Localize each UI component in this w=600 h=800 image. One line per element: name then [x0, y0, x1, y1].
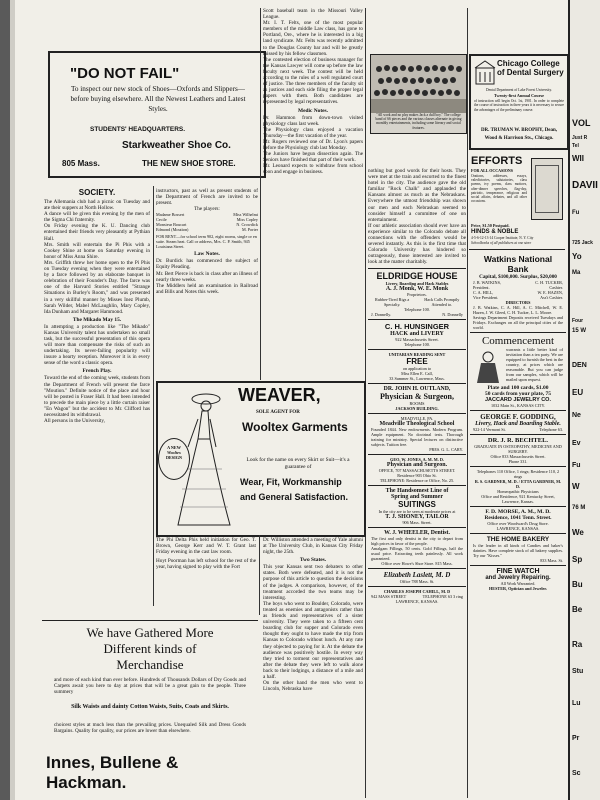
mikado-p1: In attempting a production like "The Mikado" Kansas University talent has undertaken no small task, but the successful presentation of this opera will more than compensate the risks of such an undertaking. Its never-failing popularity will insure a hearty reception. Moreover it is in every sense of the word a classic opera.	[44, 323, 150, 367]
laslett-ad: Elizabeth Laslett, M. D Office 788 Mass. St.	[368, 569, 466, 587]
medic-p5: Mr. Leonard expects to withdraw from school soon and engage in business.	[263, 163, 363, 176]
innes-line3: Merchandise	[116, 657, 184, 672]
column-2-bottom	[156, 537, 256, 617]
efforts-sub: FOR ALL OCCASIONS	[471, 168, 514, 173]
twostates-heading: Two States.	[299, 557, 327, 564]
col2-p1: instructors, past as well as present students of the Department of French are invited to be present.	[156, 188, 258, 207]
innes-line2: Different kinds of	[103, 641, 197, 656]
efforts-book	[531, 158, 563, 220]
society-p5: Mrs. Griffith threw her home open to the Pi Phis on Tuesday evening when they were entertained by a farce followed by an elaborate banquet in celebration of their Founder's Day. The farce was one of the Harvard Stories entitled "Strange Situations in Burley's Room," and was presented in a very skillful manner by Misses Inez Plumb, Sarah Wilder, Mabel McLaughlin, Mary Copley, Ida Dunham and Margaret Hammond.	[44, 259, 150, 315]
cahill-ad: CHARLES JOSEPH CAHILL, M. D 942 MASS STREET TELEPHONE 63 3 ring LAWRENCE, KANSAS.	[371, 588, 463, 604]
godding-ad: GEORGE F. GODDING, Livery, Hack and Boarding Stable. 922-14 Vermont St. Telephone 63.	[470, 411, 566, 435]
ad-tag: STUDENTS' HEADQUARTERS.	[90, 126, 186, 133]
innes-line1: We have Gathered More	[86, 625, 214, 640]
society-p4: Mrs. Smith will entertain the Pi Phis with a Cookey Shine at home on Saturday evening in honor of Miss Anna Shire.	[44, 241, 150, 260]
col3-p2: Mr. I. T. Felts, one of the most popular members of the middle Law class, has gone to Portland, Ore., where he is interested in a big land syndicate. Mr. Felts was recently admitted to the Douglas County bar and will be greatly missed by his fellow classmen.	[263, 20, 363, 57]
french-heading: French Play.	[82, 368, 112, 375]
column-4	[368, 168, 466, 798]
medic-p3: Mr. Rogers reviewed one of Dr. Lyon's papers before the Physiology club last Monday.	[263, 138, 363, 151]
col3-p1: Scott baseball team in the Missouri Valley League.	[263, 8, 363, 21]
bakery-ad: THE HOME BAKERY Is the leader in all kinds of Candies and baker's dainties. Have complete stock of all bakery supplies. Try our "Kisses." 833 Mass. St.	[470, 534, 566, 566]
medic-heading: Medic Notes.	[298, 107, 328, 114]
ad-headline: "DO NOT FAIL"	[70, 65, 180, 82]
ad-firm: Starkweather Shoe Co.	[122, 140, 231, 151]
weaver-line1: Look for the name on every Skirt or Suit—it's a guarantee of	[246, 457, 350, 470]
medic-p4: The Juniors have begun dissection again. The Seniors have finished that part of their work.	[263, 151, 363, 164]
twostates-p1: This year Kansas sent two debaters to other states. Both were defeated, and it is not the purpose of this article to question the decisions of the judges. A comparison, however, of the treatment accorded the two teams may be interesting.	[263, 564, 363, 601]
chicago-sub: Dental Department of Lake Forest University.	[485, 88, 553, 92]
chicago-title: Chicago College of Dental Surgery	[497, 59, 564, 77]
col2-p2: The players:	[194, 206, 220, 213]
column-1	[44, 188, 150, 598]
innes-body2: choicest styles at much less than the prevailing prices. Unequaled Silk and Dress Goods Bargains. Quality for quality, our prices are lower than elsewhere.	[54, 722, 246, 735]
wheeler-ad: W. J. WHEELER, Dentist. The first and only dentist in the city to depart from high prices in favor of the people. Amalgam Fillings, 50 cents. Gold Fillings, half the usual price. Extracting teeth painlessly. All work guaranteed. Office over Howe's Shoe Store. 815 Mass.	[368, 528, 466, 569]
medic-p1: Dr. Hammon from down-town visited physiology class last week.	[263, 114, 363, 127]
french-p2: All persons in the University,	[44, 418, 105, 425]
lawnotes-p3: The Middlers held an examination in Railroad and Bills and Notes this week.	[156, 282, 258, 295]
innes-items: Silk Waists and dainty Cotton Waists, Suits, Coats and Skirts.	[71, 704, 229, 710]
morse-ad: F. D. MORSE, A. M., M. D. Residence, 1041 Tenn. Street. Office over Woodward's Drug Store. LAWRENCE, KANSAS.	[470, 507, 566, 534]
innes-body: and more of each kind than ever before. Hundreds of Thousands Dollars of Dry Goods and Carpets await you here to day at prices that will be a great gain to the people. Three summery	[54, 677, 246, 696]
chicago-session: Twenty-first Annual Course	[494, 93, 544, 98]
jones-ad: GEO. W. JONES, A. M. M. D. Physician and Surgeon. OFFICE, 707 MASSACHUSETTS STREET. Residence 903 Ohio St. TELEPHONE: Residence or Office, No. 25.	[368, 455, 466, 486]
col4-p2: If our athletic association should ever have an experience similar to the Colorado debate all connections with the offenders would be severed instantly. As this is the first time that Colorado University has hindered so outrageously, those interested are invited to look at the matter charitably.	[368, 222, 466, 266]
for-rent-note: FOR RENT—for school term 902, eight rooms, single or en suite. Steam heat. Call or address, Mrs. C. P. Smith, 945 Louisiana Street.	[156, 234, 257, 250]
poorman-p: Hoyt Poorman has left school for the rest of the year, having signed to play with the Fort	[156, 558, 256, 571]
efforts-addr: 4-5-6-12-13-14 Cooper Institute, N. Y. City	[471, 236, 534, 240]
adjacent-page-fragment: VOL Just R Tel WII DAVII Fu 725 Jack Yo Ma Four 15 W DEN EU Ne Ev Fu W 76 M We Sp Bu Be Ra Stu Lu Pr Sc	[570, 0, 600, 800]
col3-p3: The contested election of business manager for the Kansas Lawyer will come up before the law faculty next week. The contest will be held according to the rules of a well regulated court of justice. The three members of the faculty sit as justices and each side filing the proper legal papers with them. Both candidates are represented by legal representatives.	[263, 56, 363, 106]
wooltex-badge: A NEW Wooltex DESIGN	[158, 438, 190, 480]
bechtel-ad: DR. J. R. BECHTEL. GRADUATE IN OSTEOPATHY, MEDICINE AND SURGERY. Office 833 Massachusetts Street. Phone 331.	[470, 435, 566, 467]
weaver-name: WEAVER,	[238, 385, 321, 405]
suitings-ad: The Handsomest Line of Spring and Summer SUITINGS In the city are to be seen at moderate prices at T. J. SHONEY, TAILOR 906 Mass. Street.	[368, 486, 466, 528]
ad-address: 805 Mass.	[62, 159, 100, 168]
society-p3: On Friday evening the K. U. Dancing club entertained their friends very pleasantly at Pythian Hall.	[44, 223, 150, 242]
hester-ad: FINE WATCH and Jewelry Repairing. All Work Warranted. HESTER, Optician and Jeweler.	[485, 568, 551, 591]
efforts-note: Schoolbooks of all publishers at one store	[471, 241, 532, 245]
innes-bullene-ad	[42, 620, 258, 797]
players-list: Madame Bossert Miss Wilhelmi Cecile Miss Copley Monsieur Boucart N. Crowdick Edmond (Moution) M. Porter	[156, 212, 258, 233]
column-3-top	[263, 8, 363, 380]
commencement-ad: Commencement warrants a little better kind of invitation than a tea party. We are equipped to furnish the best in the country, at prices which are reasonable. But you can judge from our samples, which will be mailed upon request. Plate and 100 cards, $1.00 50 cards from your plate, 75 JACCARD JEWELRY CO. 1032 Main St., KANSAS CITY.	[470, 333, 566, 411]
starkweather-shoe-ad	[48, 51, 266, 178]
outland-ad: DR. JOHN H. OUTLAND, Physician & Surgeon, ROOMS JACKSON BUILDING.	[368, 384, 466, 414]
williston-p: Dr. Williston attended a meeting of Yale alumni at The University Club, in Kansas City Friday night, the 25th.	[263, 537, 363, 556]
eldridge-ad: ELDRIDGE HOUSE Livery, Boarding and Hack Stables A. J. Monk, W. E. Monk Proprietors. Rubber-Tired Rigs a Specialty. Hack Calls Promptly Attended to. Telephone 100. J. Donnelly. N. Donnelly	[368, 268, 466, 320]
efforts-price: Price, $1.50 Postpaid.	[471, 223, 510, 228]
weaver-brand: Wooltex Garments	[242, 420, 348, 434]
weaver-qualities: Wear, Fit, Workmanship and General Satisfaction.	[240, 477, 349, 502]
band-photo	[370, 54, 467, 134]
column-3-bottom	[263, 537, 363, 798]
chicago-dental-ad	[469, 54, 568, 150]
hunsinger-ad: C. H. HUNSINGER HACK and LIVERY 922 Massachusetts Street. Telephone 100.	[368, 320, 466, 350]
col4-p1: nothing but good words for their hosts. They were met at the train and escorted to the finest hotel in the city. The audience gave the old familiar "Rock Chalk" and applauded the Kansans almost as much as the Nebraskans. Everywhere the utmost friendship was shown our men and each Nebraskan seemed to consider himself a committee of one on entertainment.	[368, 168, 466, 223]
chicago-dean: DR. TRUMAN W. BROPHY, Dean,	[480, 128, 558, 133]
society-heading: SOCIETY.	[78, 188, 116, 197]
society-p2: A dance will be given this evening by the men of the Sigma Chi fraternity.	[44, 211, 150, 224]
ad-body: To inspect our new stock of Shoes—Oxfords and Slippers—before buying elsewhere. All the Newest Leathers and Latest Styles.	[70, 85, 246, 113]
college-building-icon	[474, 60, 496, 86]
newspaper-page	[10, 0, 568, 800]
efforts-body: Orations, addresses, essays, valedictories, salutatories, class poems, ivy poems, class mottoes, after-dinner speeches, flag-day, patriotic, temperance, religious and social affairs, debates, and all other occasions.	[471, 174, 527, 204]
lawnotes-p2: Mr. Bert Pierce is back in class after an illness of nearly three weeks.	[156, 270, 258, 283]
efforts-firm: HINDS & NOBLE	[471, 229, 519, 235]
twostates-p2: The boys who went to Boulder, Colorado, were treated as enemies and antagonists rather than as friends and representatives of a sister university. They were taken to a fifteen cent boarding club for supper and Colorado even thought they ought to have made the trip from Kansas to Colorado without lunch. At any rate they objected to paying for it. At the debate the audience was positively hostile. In every way they tried to torment our representatives and after the debate they were left to walk alone back to their lodgings, a distance of a mile and a half.	[263, 600, 363, 680]
column-5	[470, 252, 566, 798]
mikado-heading: The Mikado May 15.	[72, 316, 122, 323]
unitarian-ad: UNITARIAN READING SENT FREE on application to Miss Ellen E. Call, 33 Summer St., Lawrence, Mass.	[368, 350, 466, 384]
efforts-title: EFFORTS	[471, 155, 523, 167]
innes-firm: Innes, Bullene & Hackman.	[46, 753, 179, 792]
column-2-top	[156, 188, 258, 378]
chicago-body: of instruction will begin Oct. 1st, 1901. In order to complete the course of instruction in three years it is necessary to secure the advantages of the preliminary course.	[474, 99, 564, 112]
band-photo-image	[371, 55, 466, 113]
medic-p2: The Physiology class enjoyed a vacation Thursday—the first vacation of the year.	[263, 126, 363, 139]
watkins-ad: Watkins National Bank Capital, $100,000. Surplus, $20,000 J. B. WATKINS, C. H. TUCKER, President. Cashier. C. A. HILL, W. E. HAZEN, Vice President. Ass't Cashier. DIRECTORS J. B. Watkins, C. A. Hill, A. C. Mitchell, W. E. Hazen, J. W. Gleed, C. H. Tucker, L. L. Moore. Savings Department Deposits received Tuesdays and Fridays. Exchanges on all the principal cities of the world.	[470, 252, 566, 333]
weaver-sole: SOLE AGENT FOR	[256, 410, 300, 415]
lawnotes-p1: Dr. Burdick has commenced the subject of Equity Pleading.	[156, 258, 258, 271]
french-p1: Toward the end of the coming week, students from the Department of French will present the farce "Moution." Definite notice of the place and hour will be posted in Fraser Hall. It had been intended to precede the main piece by a little curtain raiser "En Wagon" but the accident to Mr. Clifford has necessitated its withdrawal.	[44, 375, 150, 418]
commencement-illustration	[473, 349, 503, 385]
lawnotes-heading: Law Notes.	[194, 251, 220, 258]
gardner-ad: Telephones 110 Office, 1 rings; Residence 110, 2 rings R. S. GARDNER, M. D. / ETTA GARDNER, M. D. Homeopathic Physicians Office and Residence, 921 Kentucky Street, Lawrence, Kansas.	[470, 467, 566, 507]
weaver-wooltex-ad	[156, 381, 366, 537]
photo-caption: "All work and no play makes Jack a dull boy." The college band of 66 pieces and the various classes alternate in giving monthly entertainments, including some literary and social features.	[375, 113, 462, 130]
meadville-ad: MEADVILLE, PA. Meadville Theological School Founded 1844. New endowments. Modern Program. Ample equipment. No doctrinal tests. Thorough training for ministry. Special lectures on distinctive subjects. Tuition free. PRES. G. L. CARY.	[368, 414, 466, 455]
society-p1: The Allemania club had a picnic on Tuesday and ate their suppers at North Hollow.	[44, 199, 150, 212]
twostates-p3: On the other hand the men who went to Lincoln, Nebraska have	[263, 680, 363, 693]
phidelta-p: The Phi Delta Phis held initiation for Geo. T. Brown, George Kerr and W. T. Grant last Friday evening in the cast law room.	[156, 537, 256, 556]
efforts-ad	[469, 153, 565, 250]
chicago-addr: Wood & Harrison Sts., Chicago.	[484, 136, 554, 141]
ad-slogan: THE NEW SHOE STORE.	[142, 159, 236, 168]
